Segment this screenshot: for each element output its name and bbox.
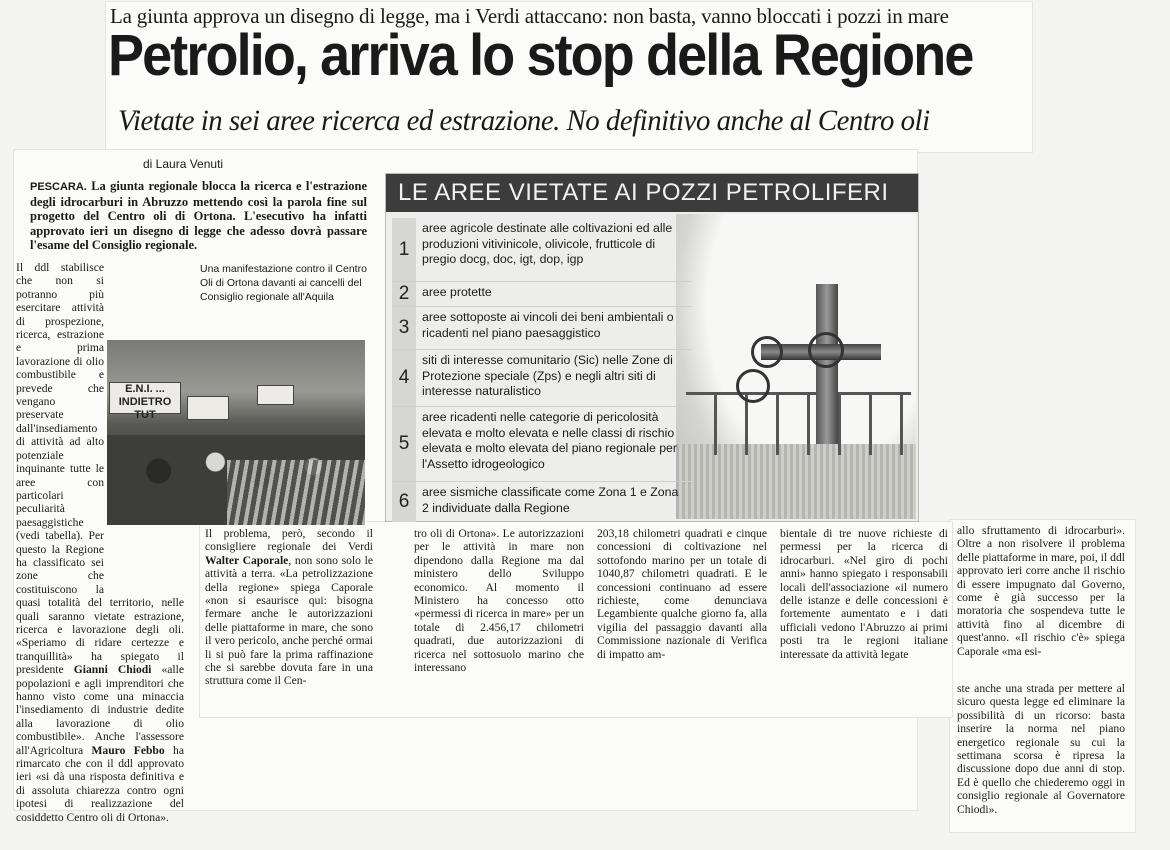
list-item — [392, 350, 692, 407]
article-column-2 — [205, 527, 373, 688]
row-text: aree protette — [422, 285, 492, 299]
row-text: aree agricole destinate alle coltivazioni ed alle produzioni vitivinicole, olivicole, frutticole di pregio docg, doc, igt, dop, igp — [422, 221, 673, 266]
column-2-body-b: , non sono solo le attività a terra. «La petrolizzazione della regione» spiega Caporale «non si esaurisce qui: bisogna fermare anche le autorizzazioni delle piattaforme in mare, che sono il vero pericolo, anche perché ormai li si può fare la prima raffinazione che si sarebbe dovuta fare in una struttura come il Cen- — [205, 553, 373, 688]
person-name-caporale: Walter Caporale — [205, 553, 289, 567]
valve-wheel-icon — [751, 336, 783, 368]
article-column-3: tro oli di Ortona». Le autorizzazioni per le attività in mare non dipendono dalla Regione ma dal ministero dello Sviluppo economico. Al momento il Ministero ha concesso otto «permessi di ricerca in mare» per un totale di 2.456,17 chilometri quadrati, due autorizzazioni di ricerca nel sottosuolo marino che interessano — [414, 527, 584, 675]
lead-location: PESCARA. — [30, 181, 87, 193]
column-2-body-a: Il problema, però, secondo il consigliere regionale dei Verdi — [205, 527, 373, 554]
list-item — [392, 407, 692, 482]
list-item — [392, 482, 692, 522]
row-text: aree ricadenti nelle categorie di pericolosità elevata e molto elevata e nelle classi di rischio elevata e molto elevata del piano regionale per l'Assetto idrogeologico — [422, 410, 677, 471]
banned-areas-infobox — [385, 173, 919, 522]
ground-shape — [676, 444, 916, 519]
column-1-body-b: «alle popolazioni e agli imprenditori che hanno visto come una minaccia l'insediamento di industrie dedite alla lavorazione di olio combustibile». Anche l'assessore all'Agricoltura — [16, 663, 184, 757]
list-item — [392, 282, 692, 307]
protest-photo — [107, 340, 365, 525]
column-1-body-c: ha rimarcato che con il ddl approvato ieri «si dà una risposta definitiva e di assoluta chiarezza contro ogni ipotesi di realizzazione del cosiddetto Centro oli di Ortona». — [16, 743, 184, 824]
lead-text: La giunta regionale blocca la ricerca e l'estrazione degli idrocarburi in Abruzzo mettendo così la parola fine sul progetto del Centro oli di Ortona. L'esecutivo ha infatti approvato ieri un disegno di legge che adesso dovrà passare l'esame del Consiglio regionale. — [30, 179, 368, 253]
row-text: aree sismiche classificate come Zona 1 e Zona 2 individuate dalla Regione — [422, 485, 679, 515]
article-column-7: ste anche una strada per mettere al sicuro questa legge ed eliminare la possibilità di un ricorso: basta inserire la norma nel piano energetico regionale su cui la settimana scorsa è ripresa la discussione dopo due anni di stop. Ed è quello che chiederemo oggi in consiglio regionale al Governatore Chiodi». — [957, 682, 1125, 816]
list-item — [392, 307, 692, 350]
protest-sign-2 — [187, 396, 229, 420]
row-number: 5 — [392, 407, 416, 481]
list-item — [392, 218, 692, 282]
row-text: siti di interesse comunitario (Sic) nelle Zone di Protezione speciale (Zps) e negli altri siti di interesse naturalistico — [422, 353, 673, 398]
article-column-6: allo sfruttamento di idrocarburi». Oltre a non risolvere il problema delle piattaforme in mare, poi, il ddl approvato ieri corre anche il rischio di essere impugnato dal Governo, come è già successo per la moratoria che sospendeva tutte le attività fino al dicembre di quest'anno. «Il rischio c'è» spiega Caporale «ma esi- — [957, 524, 1125, 658]
person-name-chiodi: Gianni Chiodi — [73, 663, 152, 677]
row-number: 4 — [392, 350, 416, 406]
kicker: La giunta approva un disegno di legge, ma i Verdi attaccano: non basta, vanno bloccati i pozzi in mare — [110, 4, 949, 28]
row-number: 2 — [392, 282, 416, 306]
subheadline: Vietate in sei aree ricerca ed estrazione. No definitivo anche al Centro oli — [118, 104, 930, 137]
valve-wheel-icon — [808, 332, 844, 368]
row-number: 3 — [392, 307, 416, 349]
infobox-title: LE AREE VIETATE AI POZZI PETROLIFERI — [386, 174, 918, 212]
protest-sign: E.N.I. ... INDIETRO TUT — [109, 382, 181, 414]
protest-sign-3 — [257, 385, 294, 405]
byline: di Laura Venuti — [143, 157, 224, 171]
person-name-febbo: Mauro Febbo — [91, 743, 165, 757]
valve-wheel-icon — [736, 369, 770, 403]
row-text: aree sottoposte ai vincoli dei beni ambientali o ricadenti nel piano paesaggistico — [422, 310, 674, 340]
railing-shape — [686, 392, 911, 455]
row-number: 6 — [392, 482, 416, 522]
banned-areas-list — [392, 218, 692, 522]
row-number: 1 — [392, 218, 416, 281]
column-1-body-a: Il ddl stabilisce che non si potranno più esercitare attività di prospezione, ricerca, estrazione e prima lavorazione di olio combustibile e prevede che vengano preservate dall'insediamento di attività ad alto potenziale inquinante tutte le aree con particolari peculiarità paesaggistiche (vedi tabella). Per questo la Regione ha classificato sei zone che costituiscono la quasi totalità del territorio, nelle quali saranno vietate estrazione, ricerca e lavorazione degli oli. «Speriamo di ridare certezze e tranquillità» ha spiegato il presidente — [16, 261, 184, 677]
oil-wellhead-photo — [676, 214, 916, 519]
article-column-4: 203,18 chilometri quadrati e cinque concessioni di coltivazione nel sottofondo marino per un totale di 1040,87 chilometri quadrati. E le concessioni continuano ad essere richieste, come denunciava Legambiente qualche giorno fa, alla vigilia del passaggio davanti alla Commissione nazionale di Verifica di impatto am- — [597, 527, 767, 661]
article-column-5: bientale di tre nuove richieste di permessi per la ricerca di idrocarburi. «Nel giro di pochi anni» hanno spiegato i responsabili locali dell'associazione «il numero delle istanze e delle concessioni è fortemente aumentato e i dati ufficiali vedono l'Abruzzo ai primi posti tra le regioni italiane interessate da attività legate — [780, 527, 948, 661]
fence-shape — [227, 460, 365, 525]
photo-caption: Una manifestazione contro il Centro Oli di Ortona davanti ai cancelli del Consiglio regionale all'Aquila — [200, 263, 367, 303]
lead-paragraph — [30, 179, 367, 253]
headline: Petrolio, arriva lo stop della Regione — [108, 23, 973, 88]
